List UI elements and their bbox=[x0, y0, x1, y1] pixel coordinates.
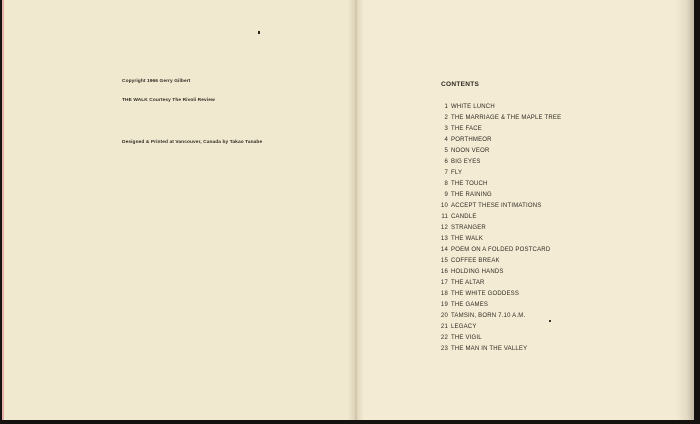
toc-entry-number: 16 bbox=[440, 269, 448, 275]
toc-entry-title: THE ALTAR bbox=[451, 280, 485, 286]
toc-entry-title: BIG EYES bbox=[451, 159, 481, 165]
contents-heading: CONTENTS bbox=[441, 81, 480, 88]
toc-entry-number: 9 bbox=[444, 192, 448, 198]
toc-entry bbox=[438, 190, 561, 201]
toc-entry-number: 1 bbox=[444, 104, 448, 110]
toc-entry-number: 14 bbox=[440, 247, 448, 253]
toc-entry-number: 19 bbox=[440, 302, 448, 308]
toc-entry-number: 7 bbox=[444, 170, 448, 176]
toc-entry-number: 11 bbox=[441, 214, 448, 220]
toc-entry bbox=[438, 124, 561, 135]
toc-entry-title: THE VIGIL bbox=[451, 335, 482, 341]
toc-entry-number: 20 bbox=[440, 313, 448, 319]
toc-entry bbox=[438, 267, 561, 278]
printing-line: Designed & Printed at Vancouver, Canada by Takao Tanabe bbox=[122, 140, 263, 145]
toc-entry-number: 18 bbox=[440, 291, 448, 297]
toc-entry-number: 23 bbox=[440, 346, 448, 352]
copyright-line: Copyright 1966 Gerry Gilbert bbox=[122, 79, 191, 84]
toc-entry-title: WHITE LUNCH bbox=[451, 104, 495, 110]
toc-entry bbox=[438, 135, 561, 146]
toc-entry bbox=[438, 223, 561, 234]
toc-entry-title: NOON VEOR bbox=[451, 148, 490, 154]
toc-entry-number: 17 bbox=[440, 280, 448, 286]
toc-entry-title: THE MAN IN THE VALLEY bbox=[451, 346, 528, 352]
toc-entry-number: 2 bbox=[444, 115, 448, 121]
toc-entry bbox=[438, 333, 561, 344]
toc-entry-title: THE WALK bbox=[451, 236, 484, 242]
toc-entry bbox=[438, 157, 561, 168]
toc-entry-title: THE FACE bbox=[451, 126, 482, 132]
table-of-contents bbox=[438, 102, 561, 355]
toc-entry-number: 12 bbox=[440, 225, 448, 231]
toc-entry-number: 15 bbox=[440, 258, 448, 264]
toc-entry-number: 5 bbox=[444, 148, 448, 154]
toc-entry-number: 6 bbox=[444, 159, 448, 165]
toc-entry-title: COFFEE BREAK bbox=[451, 258, 500, 264]
toc-entry bbox=[438, 212, 561, 223]
page-edge-shadow bbox=[676, 0, 694, 420]
toc-entry bbox=[438, 201, 561, 212]
toc-entry bbox=[438, 113, 561, 124]
toc-entry bbox=[438, 146, 561, 157]
toc-entry bbox=[438, 234, 561, 245]
toc-entry-title: THE MARRIAGE & THE MAPLE TREE bbox=[451, 115, 562, 121]
book-gutter bbox=[348, 0, 364, 420]
toc-entry-title: LEGACY bbox=[451, 324, 477, 330]
toc-entry-title: ACCEPT THESE INTIMATIONS bbox=[451, 203, 542, 209]
toc-entry bbox=[438, 300, 561, 311]
toc-entry-title: CANDLE bbox=[451, 214, 477, 220]
toc-entry bbox=[438, 278, 561, 289]
ink-speck-right bbox=[549, 320, 551, 322]
left-page bbox=[2, 0, 356, 420]
toc-entry bbox=[438, 179, 561, 190]
toc-entry-number: 4 bbox=[444, 137, 448, 143]
toc-entry bbox=[438, 245, 561, 256]
toc-entry-number: 8 bbox=[444, 181, 448, 187]
toc-entry-title: HOLDING HANDS bbox=[451, 269, 504, 275]
toc-entry-number: 3 bbox=[444, 126, 448, 132]
toc-entry-title: THE TOUCH bbox=[451, 181, 488, 187]
toc-entry-number: 13 bbox=[440, 236, 448, 242]
toc-entry bbox=[438, 256, 561, 267]
toc-entry-title: THE GAMES bbox=[451, 302, 489, 308]
toc-entry-number: 22 bbox=[440, 335, 448, 341]
toc-entry bbox=[438, 311, 561, 322]
credit-line: THE WALK Courtesy The Rivoli Review bbox=[122, 98, 215, 103]
toc-entry-number: 21 bbox=[440, 324, 448, 330]
toc-entry-title: TAMSIN, BORN 7.10 A.M. bbox=[451, 313, 526, 319]
toc-entry-title: THE WHITE GODDESS bbox=[451, 291, 520, 297]
ink-speck bbox=[258, 31, 260, 34]
toc-entry bbox=[438, 344, 561, 355]
toc-entry bbox=[438, 102, 561, 113]
toc-entry bbox=[438, 289, 561, 300]
toc-entry-title: THE RAINING bbox=[451, 192, 492, 198]
toc-entry-number: 10 bbox=[440, 203, 448, 209]
toc-entry-title: STRANGER bbox=[451, 225, 486, 231]
toc-entry-title: FLY bbox=[451, 170, 463, 176]
toc-entry bbox=[438, 168, 561, 179]
toc-entry bbox=[438, 322, 561, 333]
toc-entry-title: POEM ON A FOLDED POSTCARD bbox=[451, 247, 551, 253]
book-spread bbox=[2, 0, 694, 420]
toc-entry-title: PORTHMEOR bbox=[451, 137, 492, 143]
